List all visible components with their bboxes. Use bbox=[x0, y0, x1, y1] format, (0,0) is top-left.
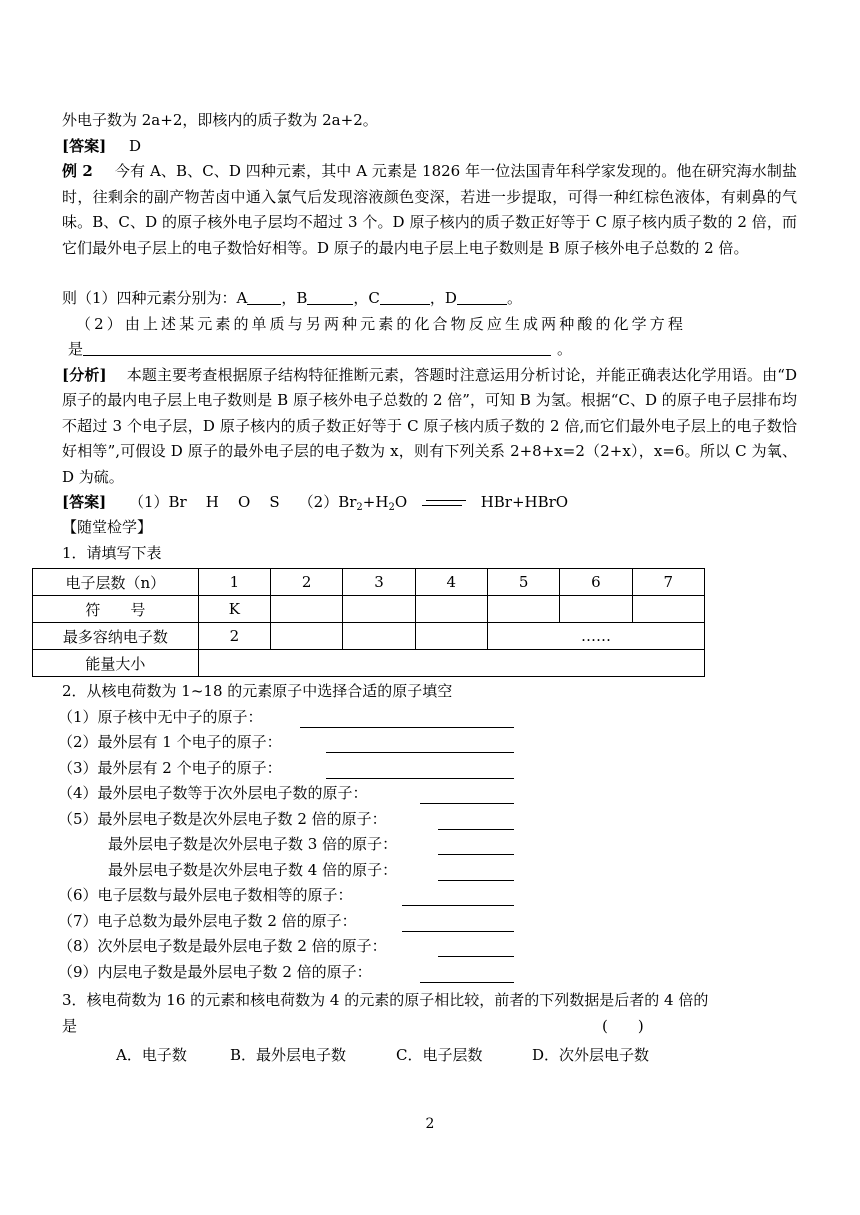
answer-blank[interactable] bbox=[438, 836, 514, 855]
table-cell: 3 bbox=[343, 569, 415, 596]
table-cell: 5 bbox=[487, 569, 559, 596]
list-item bbox=[58, 807, 797, 833]
item-label: （2）最外层有 1 个电子的原子： bbox=[58, 733, 282, 751]
table-cell: 7 bbox=[632, 569, 704, 596]
table-input-cell[interactable] bbox=[343, 623, 415, 650]
q1-d-label: ，D bbox=[429, 289, 457, 307]
page-number: 2 bbox=[425, 1116, 435, 1132]
item-label: （7）电子总数为最外层电子数 2 倍的原子： bbox=[58, 911, 357, 930]
table-cell: K bbox=[198, 596, 270, 623]
task-3-is: 是 bbox=[62, 1016, 78, 1035]
subscript: 2 bbox=[388, 501, 395, 513]
question-2-line: （2）由上述某元素的单质与另两种元素的化合物反应生成两种酸的化学方程 bbox=[76, 314, 686, 333]
answer-blank-c[interactable] bbox=[380, 286, 430, 305]
item-label: （1）原子核中无中子的原子： bbox=[58, 707, 263, 726]
answer-2-elements: （1）Br H O S （2）Br bbox=[128, 492, 357, 511]
table-row bbox=[33, 569, 705, 596]
table-input-cell[interactable] bbox=[198, 650, 704, 677]
choice-a[interactable]: A．电子数 bbox=[116, 1046, 187, 1064]
answer-value: D bbox=[128, 136, 142, 155]
table-row bbox=[33, 596, 705, 623]
answer-2-o: O bbox=[394, 492, 408, 511]
answer-blank[interactable] bbox=[438, 811, 514, 830]
item-label: （9）内层电子数是最外层电子数 2 倍的原子： bbox=[58, 962, 372, 981]
list-item bbox=[58, 730, 797, 756]
table-input-cell[interactable] bbox=[415, 596, 487, 623]
q2-is: 是 bbox=[68, 340, 84, 358]
q1-c-label: ，C bbox=[353, 289, 380, 307]
list-item bbox=[58, 883, 797, 909]
list-item bbox=[58, 705, 797, 731]
table-input-cell[interactable] bbox=[271, 623, 343, 650]
item-label: （8）次外层电子数是最外层电子数 2 倍的原子： bbox=[58, 937, 387, 955]
answer-blank[interactable] bbox=[300, 709, 514, 728]
subscript: 2 bbox=[356, 501, 363, 513]
analysis-paragraph bbox=[62, 363, 797, 490]
answer-blank[interactable] bbox=[438, 938, 514, 957]
item-label: （4）最外层电子数等于次外层电子数的原子： bbox=[58, 784, 368, 802]
electron-shell-table bbox=[32, 568, 705, 677]
list-item bbox=[62, 832, 797, 858]
list-item bbox=[62, 858, 797, 884]
answer-blank[interactable] bbox=[438, 862, 514, 881]
answer-parentheses[interactable]: ( ) bbox=[602, 1016, 644, 1035]
item-label: （5）最外层电子数是次外层电子数 2 倍的原子： bbox=[58, 809, 387, 828]
question-1-line bbox=[62, 286, 797, 312]
table-row bbox=[33, 650, 705, 677]
example-2-paragraph bbox=[62, 159, 797, 286]
answer-blank-a[interactable] bbox=[247, 286, 281, 305]
table-input-cell[interactable] bbox=[632, 596, 704, 623]
table-input-cell[interactable] bbox=[415, 623, 487, 650]
answer-2-label: [答案] bbox=[62, 492, 107, 511]
answer-blank[interactable] bbox=[326, 734, 514, 753]
answer-2-products: HBr+HBrO bbox=[480, 492, 569, 511]
analysis-text: 本题主要考查根据原子结构特征推断元素，答题时注意运用分析讨论，并能正确表达化学用语。由“D 原子的最内电子层上电子数则是 B 原子核外电子总数的 2 倍”，可知 B 为氢。根据“C、D 的原子电子层排布均不超过 3 个电子层，D 原子核内的质子数正好等于 C 原子核内质子数的 2 倍,而它们最外电子层上的电子数恰好相等”,可假设 D 原子的最外电子层的电子数为 x，则有下列关系 2+8+x=2（2+x），x=6。所以 C 为氧、D 为硫。 bbox=[62, 365, 797, 486]
example-label: 例 2 bbox=[62, 162, 93, 180]
table-header-cell: 最多容纳电子数 bbox=[33, 623, 199, 650]
table-cell: 2 bbox=[271, 569, 343, 596]
table-cell: 4 bbox=[415, 569, 487, 596]
q1-end: 。 bbox=[506, 289, 522, 307]
table-input-cell[interactable] bbox=[560, 596, 632, 623]
list-item bbox=[58, 909, 797, 935]
choice-b[interactable]: B．最外层电子数 bbox=[230, 1046, 347, 1064]
equation-blank[interactable] bbox=[83, 337, 551, 356]
example-text: 今有 A、B、C、D 四种元素，其中 A 元素是 1826 年一位法国青年科学家发现的。他在研究海水制盐时，往剩余的副产物苦卤中通入氯气后发现溶液颜色变深，若进一步提取，可得一种红棕色液体，有刺鼻的气味。B、C、D 的原子核外电子层均不超过 3 个。D 原子核内的质子数正好等于 C 原子核内质子数的 2 倍，而它们最外电子层上的电子数恰好相等。D 原子的最内电子层上电子数则是 B 原子核外电子总数的 2 倍。 bbox=[62, 162, 797, 257]
table-input-cell[interactable] bbox=[271, 596, 343, 623]
choices-row bbox=[62, 1043, 797, 1069]
answer-2-line bbox=[62, 490, 797, 516]
section-title: 【随堂检学】 bbox=[62, 518, 153, 536]
reversible-arrow-icon bbox=[422, 496, 466, 510]
task-2-title: 2．从核电荷数为 1~18 的元素原子中选择合适的原子填空 bbox=[62, 682, 453, 700]
text-line: 外电子数为 2a+2，即核内的质子数为 2a+2。 bbox=[62, 111, 378, 129]
answer-blank[interactable] bbox=[326, 760, 514, 779]
task-3-continuation bbox=[62, 1014, 797, 1040]
table-input-cell[interactable] bbox=[487, 596, 559, 623]
answer-label: [答案] bbox=[62, 136, 107, 155]
answer-blank-b[interactable] bbox=[307, 286, 353, 305]
q1-prefix: 则（1）四种元素分别为：A bbox=[62, 289, 248, 307]
choice-d[interactable]: D．次外层电子数 bbox=[532, 1046, 650, 1064]
list-item bbox=[58, 756, 797, 782]
q2-end: 。 bbox=[557, 340, 573, 358]
item-label: （3）最外层有 2 个电子的原子： bbox=[58, 758, 282, 777]
answer-line bbox=[62, 134, 797, 160]
task-1-title: 1．请填写下表 bbox=[62, 543, 162, 562]
item-label: 最外层电子数是次外层电子数 4 倍的原子： bbox=[108, 860, 398, 879]
table-header-cell: 能量大小 bbox=[33, 650, 199, 677]
q1-b-label: ，B bbox=[281, 289, 308, 307]
document-page bbox=[58, 108, 797, 1069]
table-cell: 1 bbox=[198, 569, 270, 596]
question-2-continuation bbox=[62, 337, 797, 363]
table-cell: 2 bbox=[198, 623, 270, 650]
item-label: 最外层电子数是次外层电子数 3 倍的原子： bbox=[108, 835, 398, 853]
list-item bbox=[58, 934, 797, 960]
table-header-cell: 符 号 bbox=[33, 596, 199, 623]
answer-blank[interactable] bbox=[420, 785, 514, 804]
table-row bbox=[33, 623, 705, 650]
answer-blank-d[interactable] bbox=[457, 286, 507, 305]
answer-blank[interactable] bbox=[402, 913, 514, 932]
answer-blank[interactable] bbox=[402, 887, 514, 906]
answer-blank[interactable] bbox=[420, 964, 514, 983]
table-ellipsis-cell: …… bbox=[487, 623, 704, 650]
list-item bbox=[58, 781, 797, 807]
task-3-text: 3．核电荷数为 16 的元素和核电荷数为 4 的元素的原子相比较，前者的下列数据是后者的 4 倍的 bbox=[62, 991, 709, 1009]
table-cell: 6 bbox=[560, 569, 632, 596]
analysis-label: [分析] bbox=[62, 365, 107, 384]
table-header-cell: 电子层数（n） bbox=[33, 569, 199, 596]
answer-2-mid: +H bbox=[362, 492, 389, 511]
item-label: （6）电子层数与最外层电子数相等的原子： bbox=[58, 886, 353, 904]
choice-c[interactable]: C．电子层数 bbox=[396, 1046, 483, 1064]
table-input-cell[interactable] bbox=[343, 596, 415, 623]
list-item bbox=[58, 960, 797, 986]
